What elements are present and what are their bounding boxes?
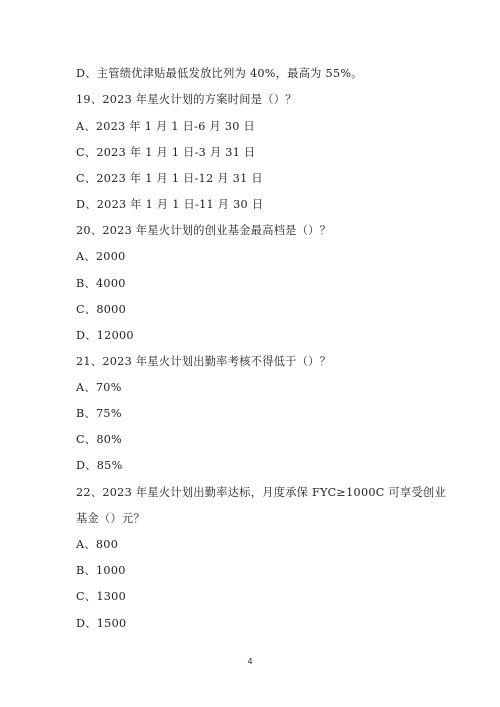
question-19: 19、2023 年星火计划的方案时间是（）？ xyxy=(76,93,297,106)
option-line-d-q18: D、主管绩优津贴最低发放比列为 40%，最高为 55%。 xyxy=(76,67,363,80)
option-line-c-q22: C、1300 xyxy=(76,590,127,603)
option-line-b-q22: B、1000 xyxy=(76,564,126,577)
question-20: 20、2023 年星火计划的创业基金最高档是（）？ xyxy=(76,224,332,237)
option-line-b-q21: B、75% xyxy=(76,407,122,420)
option-line-d-q22: D、1500 xyxy=(76,617,127,630)
option-line-d-q20: D、12000 xyxy=(76,329,134,342)
page-number: 4 xyxy=(247,657,253,666)
option-line-d-q21: D、85% xyxy=(76,459,123,472)
option-line-a-q21: A、70% xyxy=(76,381,122,394)
option-line-c2-q19: C、2023 年 1 月 1 日-12 月 31 日 xyxy=(76,172,263,185)
option-line-a-q19: A、2023 年 1 月 1 日-6 月 30 日 xyxy=(76,120,255,133)
option-line-a-q22: A、800 xyxy=(76,538,119,551)
question-22-line-1: 22、2023 年星火计划出勤率达标，月度承保 FYC≥1000C 可享受创业 xyxy=(76,486,446,499)
question-22-line-2: 基金（）元？ xyxy=(76,512,145,525)
option-line-a-q20: A、2000 xyxy=(76,250,126,263)
option-line-c-q20: C、8000 xyxy=(76,303,127,316)
option-line-b-q20: B、4000 xyxy=(76,277,126,290)
option-line-c-q21: C、80% xyxy=(76,433,123,446)
option-line-c1-q19: C、2023 年 1 月 1 日-3 月 31 日 xyxy=(76,146,256,159)
question-21: 21、2023 年星火计划出勤率考核不得低于（）？ xyxy=(76,355,332,368)
option-line-d-q19: D、2023 年 1 月 1 日-11 月 30 日 xyxy=(76,198,264,211)
